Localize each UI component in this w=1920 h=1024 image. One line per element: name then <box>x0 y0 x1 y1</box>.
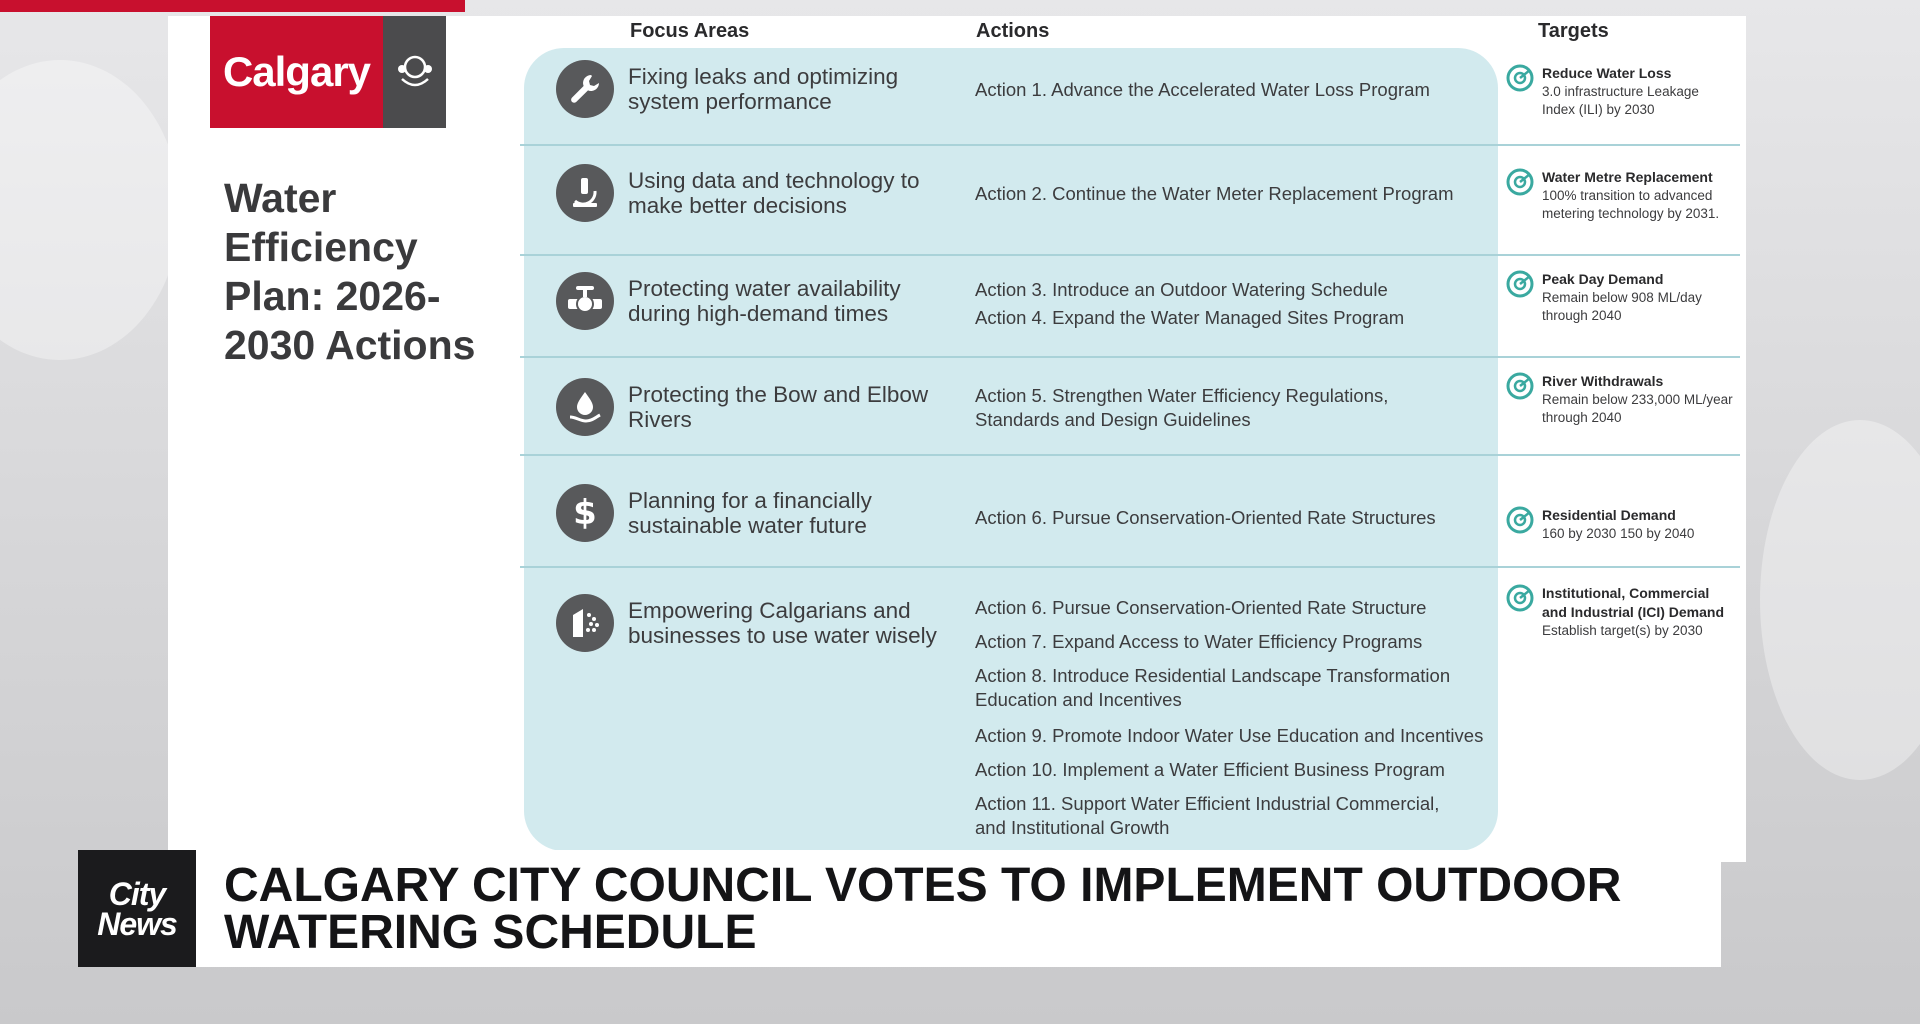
presentation-slide <box>168 16 1746 862</box>
dollar-icon: $ <box>556 484 614 542</box>
action-item: Action 10. Implement a Water Efficient Business Program <box>975 759 1445 780</box>
action-item: Action 1. Advance the Accelerated Water Loss Program <box>975 79 1430 100</box>
target-desc: Establish target(s) by 2030 <box>1542 623 1703 638</box>
row-divider <box>520 254 1740 256</box>
focus-area-label: Planning for a financially sustainable water future <box>628 488 872 538</box>
action-item: Action 4. Expand the Water Managed Sites Program <box>975 307 1405 328</box>
target-desc: Remain below 908 ML/day through 2040 <box>1542 290 1702 323</box>
row-divider <box>520 454 1740 456</box>
citynews-logo-line1: City <box>108 875 166 912</box>
citynews-logo <box>78 850 196 967</box>
target-item <box>1506 64 1738 119</box>
action-item: Action 7. Expand Access to Water Efficiency Programs <box>975 631 1423 652</box>
target-title: Residential Demand <box>1542 507 1676 523</box>
target-desc: 160 by 2030 150 by 2040 <box>1542 526 1695 541</box>
target-title: Peak Day Demand <box>1542 271 1664 287</box>
action-item: Action 2. Continue the Water Meter Replacement Program <box>975 183 1454 204</box>
plan-title: Water Efficiency Plan: 2026-2030 Actions <box>224 175 476 368</box>
target-item <box>1506 584 1738 640</box>
row-divider <box>520 566 1740 568</box>
crest-icon <box>383 16 446 128</box>
focus-area <box>556 272 968 330</box>
target-desc: Remain below 233,000 ML/year through 2040 <box>1542 392 1733 425</box>
column-header-actions: Actions <box>976 20 1050 42</box>
focus-area-label: Fixing leaks and optimizing system performance <box>628 64 899 114</box>
target-gauge-icon <box>1506 270 1534 298</box>
action-item: Action 6. Pursue Conservation-Oriented Rate Structures <box>975 507 1436 528</box>
focus-area <box>556 60 968 118</box>
target-item <box>1506 168 1738 223</box>
action-item: Action 9. Promote Indoor Water Use Education and Incentives <box>975 725 1484 746</box>
row-divider <box>520 356 1740 358</box>
wrench-icon <box>556 60 614 118</box>
sprinkler-icon <box>556 594 614 652</box>
focus-area-label: Using data and technology to make better decisions <box>628 168 920 218</box>
action-item: Action 5. Strengthen Water Efficiency Regulations, Standards and Design Guidelines <box>975 385 1389 430</box>
news-lower-third <box>78 850 1721 967</box>
target-gauge-icon <box>1506 506 1534 534</box>
microscope-icon <box>556 164 614 222</box>
calgary-logo-wordmark: Calgary <box>210 16 383 128</box>
target-item <box>1506 270 1738 325</box>
target-gauge-icon <box>1506 168 1534 196</box>
focus-area <box>556 164 968 222</box>
action-item: Action 11. Support Water Efficient Industrial Commercial, and Institutional Growth <box>975 793 1440 838</box>
target-title: Institutional, Commercial and Industrial (ICI) Demand <box>1542 585 1725 620</box>
focus-area <box>556 378 968 436</box>
action-item: Action 6. Pursue Conservation-Oriented Rate Structure <box>975 597 1427 618</box>
focus-area <box>556 484 968 542</box>
target-desc: 100% transition to advanced metering technology by 2031. <box>1542 188 1720 221</box>
water-drop-hand-icon <box>556 378 614 436</box>
row-divider <box>520 144 1740 146</box>
action-item: Action 3. Introduce an Outdoor Watering Schedule <box>975 279 1388 300</box>
calgary-logo <box>210 16 446 128</box>
focus-area-label: Protecting water availability during high-demand times <box>628 276 901 326</box>
action-item: Action 8. Introduce Residential Landscape Transformation Education and Incentives <box>975 665 1451 710</box>
citynews-logo-line2: News <box>97 905 177 942</box>
target-gauge-icon <box>1506 64 1534 92</box>
focus-area-label: Empowering Calgarians and businesses to use water wisely <box>628 598 937 648</box>
target-title: Reduce Water Loss <box>1542 65 1672 81</box>
target-desc: 3.0 infrastructure Leakage Index (ILI) by 2030 <box>1542 84 1699 117</box>
valve-icon <box>556 272 614 330</box>
target-item <box>1506 372 1738 427</box>
target-title: Water Metre Replacement <box>1542 169 1713 185</box>
background-red-line <box>0 0 465 12</box>
focus-area <box>556 594 968 652</box>
news-headline: CALGARY CITY COUNCIL VOTES TO IMPLEMENT OUTDOOR WATERING SCHEDULE <box>224 859 1622 959</box>
column-header-targets: Targets <box>1538 20 1609 42</box>
target-title: River Withdrawals <box>1542 373 1664 389</box>
column-header-focus: Focus Areas <box>630 20 750 42</box>
target-item <box>1506 506 1738 543</box>
focus-area-label: Protecting the Bow and Elbow Rivers <box>628 382 929 432</box>
target-gauge-icon <box>1506 584 1534 612</box>
target-gauge-icon <box>1506 372 1534 400</box>
